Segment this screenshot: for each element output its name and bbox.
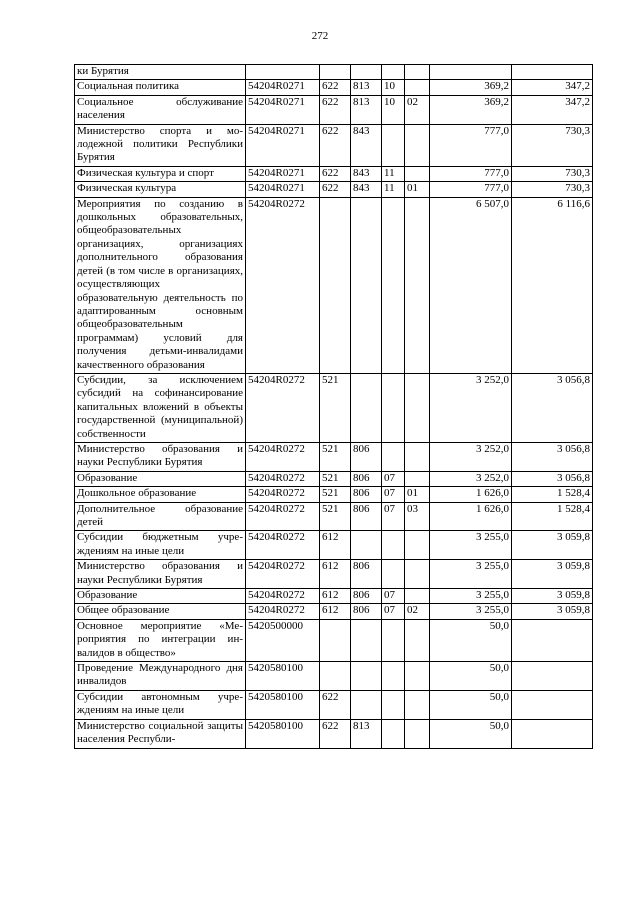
subsection-code-cell: 03 (405, 502, 430, 531)
amount-1-cell (430, 65, 512, 80)
amount-1-cell: 777,0 (430, 124, 512, 166)
expense-type-cell (320, 662, 351, 691)
item-name-cell: Проведение Международного дня инвалидов (75, 662, 246, 691)
amount-1-cell: 50,0 (430, 719, 512, 748)
table-row (75, 442, 593, 471)
expense-type-cell: 622 (320, 166, 351, 181)
target-code-cell: 54204R0272 (246, 373, 320, 442)
amount-2-cell: 1 528,4 (512, 502, 593, 531)
amount-2-cell: 3 059,8 (512, 531, 593, 560)
department-code-cell (351, 690, 382, 719)
amount-1-cell: 3 252,0 (430, 471, 512, 486)
target-code-cell: 54204R0271 (246, 124, 320, 166)
subsection-code-cell (405, 560, 430, 589)
amount-2-cell: 3 056,8 (512, 442, 593, 471)
amount-1-cell: 369,2 (430, 95, 512, 124)
section-code-cell: 10 (382, 95, 405, 124)
amount-1-cell: 1 626,0 (430, 502, 512, 531)
expense-type-cell: 622 (320, 95, 351, 124)
amount-2-cell: 3 056,8 (512, 471, 593, 486)
item-name-cell: Дошкольное образование (75, 487, 246, 502)
section-code-cell (382, 65, 405, 80)
expense-type-cell: 521 (320, 471, 351, 486)
section-code-cell (382, 442, 405, 471)
subsection-code-cell: 01 (405, 182, 430, 197)
section-code-cell (382, 719, 405, 748)
table-row (75, 604, 593, 619)
department-code-cell (351, 531, 382, 560)
item-name-cell: Министерство спорта и молодежной политики Республики Бурятия (75, 124, 246, 166)
department-code-cell: 813 (351, 719, 382, 748)
target-code-cell: 54204R0271 (246, 95, 320, 124)
amount-1-cell: 6 507,0 (430, 197, 512, 373)
expense-type-cell: 612 (320, 604, 351, 619)
target-code-cell: 54204R0272 (246, 502, 320, 531)
amount-2-cell (512, 619, 593, 661)
target-code-cell: 54204R0272 (246, 531, 320, 560)
table-row (75, 166, 593, 181)
table-row (75, 589, 593, 604)
section-code-cell (382, 197, 405, 373)
subsection-code-cell (405, 471, 430, 486)
amount-1-cell: 777,0 (430, 182, 512, 197)
department-code-cell: 806 (351, 589, 382, 604)
amount-1-cell: 50,0 (430, 690, 512, 719)
department-code-cell: 843 (351, 166, 382, 181)
department-code-cell (351, 373, 382, 442)
department-code-cell: 813 (351, 95, 382, 124)
table-row (75, 471, 593, 486)
item-name-cell: Образование (75, 471, 246, 486)
subsection-code-cell (405, 166, 430, 181)
expense-type-cell: 622 (320, 690, 351, 719)
expense-type-cell (320, 65, 351, 80)
department-code-cell: 806 (351, 487, 382, 502)
subsection-code-cell (405, 619, 430, 661)
target-code-cell: 54204R0272 (246, 442, 320, 471)
amount-2-cell: 730,3 (512, 124, 593, 166)
table-row (75, 124, 593, 166)
amount-2-cell: 6 116,6 (512, 197, 593, 373)
amount-2-cell: 3 059,8 (512, 589, 593, 604)
target-code-cell: 54204R0271 (246, 182, 320, 197)
section-code-cell: 11 (382, 182, 405, 197)
amount-1-cell: 3 255,0 (430, 560, 512, 589)
expense-type-cell: 521 (320, 442, 351, 471)
item-name-cell: Образование (75, 589, 246, 604)
amount-1-cell: 50,0 (430, 619, 512, 661)
target-code-cell: 5420580100 (246, 719, 320, 748)
amount-1-cell: 1 626,0 (430, 487, 512, 502)
section-code-cell (382, 531, 405, 560)
subsection-code-cell (405, 373, 430, 442)
subsection-code-cell (405, 690, 430, 719)
subsection-code-cell: 02 (405, 604, 430, 619)
target-code-cell: 5420500000 (246, 619, 320, 661)
item-name-cell: Субсидии автономным учреждениям на иные цели (75, 690, 246, 719)
department-code-cell: 806 (351, 560, 382, 589)
target-code-cell: 54204R0272 (246, 589, 320, 604)
item-name-cell: ки Бурятия (75, 65, 246, 80)
table-row (75, 80, 593, 95)
table-row (75, 531, 593, 560)
target-code-cell: 54204R0272 (246, 487, 320, 502)
amount-2-cell: 1 528,4 (512, 487, 593, 502)
amount-1-cell: 3 252,0 (430, 373, 512, 442)
subsection-code-cell (405, 662, 430, 691)
section-code-cell: 07 (382, 471, 405, 486)
section-code-cell: 07 (382, 589, 405, 604)
expense-type-cell: 612 (320, 589, 351, 604)
department-code-cell (351, 65, 382, 80)
expense-type-cell (320, 197, 351, 373)
amount-1-cell: 3 255,0 (430, 531, 512, 560)
section-code-cell (382, 373, 405, 442)
amount-2-cell (512, 719, 593, 748)
table-row (75, 502, 593, 531)
department-code-cell (351, 197, 382, 373)
section-code-cell (382, 690, 405, 719)
item-name-cell: Общее образование (75, 604, 246, 619)
expense-type-cell: 622 (320, 124, 351, 166)
subsection-code-cell: 02 (405, 95, 430, 124)
target-code-cell: 54204R0272 (246, 560, 320, 589)
amount-1-cell: 369,2 (430, 80, 512, 95)
amount-1-cell: 3 255,0 (430, 589, 512, 604)
item-name-cell: Физическая культура и спорт (75, 166, 246, 181)
target-code-cell: 5420580100 (246, 662, 320, 691)
table-row (75, 197, 593, 373)
target-code-cell: 54204R0271 (246, 166, 320, 181)
item-name-cell: Социальная политика (75, 80, 246, 95)
item-name-cell: Министерство образования и науки Республики Бурятия (75, 560, 246, 589)
subsection-code-cell (405, 442, 430, 471)
section-code-cell: 07 (382, 487, 405, 502)
item-name-cell: Физическая культура (75, 182, 246, 197)
amount-2-cell: 347,2 (512, 80, 593, 95)
table-row (75, 65, 593, 80)
target-code-cell (246, 65, 320, 80)
expense-type-cell: 612 (320, 560, 351, 589)
amount-1-cell: 777,0 (430, 166, 512, 181)
expense-type-cell (320, 619, 351, 661)
table-row (75, 487, 593, 502)
item-name-cell: Министерство образования и науки Республики Бурятия (75, 442, 246, 471)
subsection-code-cell (405, 197, 430, 373)
expense-type-cell: 612 (320, 531, 351, 560)
amount-2-cell: 347,2 (512, 95, 593, 124)
target-code-cell: 54204R0272 (246, 604, 320, 619)
budget-table (74, 64, 593, 749)
amount-2-cell: 3 059,8 (512, 604, 593, 619)
expense-type-cell: 521 (320, 487, 351, 502)
amount-2-cell (512, 662, 593, 691)
department-code-cell (351, 662, 382, 691)
page-number: 272 (311, 30, 329, 42)
amount-2-cell (512, 65, 593, 80)
section-code-cell (382, 619, 405, 661)
table-row (75, 719, 593, 748)
amount-2-cell: 3 056,8 (512, 373, 593, 442)
table-row (75, 560, 593, 589)
amount-2-cell: 730,3 (512, 166, 593, 181)
section-code-cell (382, 662, 405, 691)
amount-2-cell: 730,3 (512, 182, 593, 197)
table-row (75, 662, 593, 691)
item-name-cell: Дополнительное образование детей (75, 502, 246, 531)
amount-1-cell: 3 252,0 (430, 442, 512, 471)
item-name-cell: Министерство социальной защиты населения Республи- (75, 719, 246, 748)
table-row (75, 95, 593, 124)
subsection-code-cell (405, 719, 430, 748)
section-code-cell (382, 560, 405, 589)
target-code-cell: 54204R0272 (246, 471, 320, 486)
section-code-cell: 11 (382, 166, 405, 181)
expense-type-cell: 622 (320, 182, 351, 197)
target-code-cell: 5420580100 (246, 690, 320, 719)
section-code-cell: 07 (382, 604, 405, 619)
subsection-code-cell (405, 124, 430, 166)
subsection-code-cell (405, 589, 430, 604)
expense-type-cell: 622 (320, 719, 351, 748)
expense-type-cell: 622 (320, 80, 351, 95)
amount-2-cell (512, 690, 593, 719)
table-row (75, 690, 593, 719)
subsection-code-cell (405, 65, 430, 80)
department-code-cell: 843 (351, 124, 382, 166)
item-name-cell: Основное мероприятие «Мероприятия по интеграции инвалидов в общество» (75, 619, 246, 661)
subsection-code-cell (405, 531, 430, 560)
department-code-cell: 843 (351, 182, 382, 197)
table-row (75, 182, 593, 197)
target-code-cell: 54204R0272 (246, 197, 320, 373)
item-name-cell: Субсидии, за исключением субсидий на софинансирование капитальных вложений в объекты государственной (муниципальной) собственности (75, 373, 246, 442)
section-code-cell: 10 (382, 80, 405, 95)
target-code-cell: 54204R0271 (246, 80, 320, 95)
section-code-cell: 07 (382, 502, 405, 531)
amount-1-cell: 3 255,0 (430, 604, 512, 619)
amount-1-cell: 50,0 (430, 662, 512, 691)
department-code-cell: 806 (351, 502, 382, 531)
section-code-cell (382, 124, 405, 166)
table-row (75, 619, 593, 661)
item-name-cell: Социальное обслуживание населения (75, 95, 246, 124)
department-code-cell: 806 (351, 604, 382, 619)
subsection-code-cell: 01 (405, 487, 430, 502)
subsection-code-cell (405, 80, 430, 95)
expense-type-cell: 521 (320, 502, 351, 531)
department-code-cell: 806 (351, 471, 382, 486)
department-code-cell: 806 (351, 442, 382, 471)
budget-table-body (75, 65, 593, 749)
expense-type-cell: 521 (320, 373, 351, 442)
table-row (75, 373, 593, 442)
item-name-cell: Мероприятия по созданию в дошкольных образовательных, общеобразовательных организациях, организациях дополнительного образования детей (в том числе в организациях, осуществляющих образовательную деятельность по адаптированным основным общеобразовательным программам) условий для получения детьми-инвалидами качественного образования (75, 197, 246, 373)
amount-2-cell: 3 059,8 (512, 560, 593, 589)
department-code-cell (351, 619, 382, 661)
item-name-cell: Субсидии бюджетным учреждениям на иные цели (75, 531, 246, 560)
department-code-cell: 813 (351, 80, 382, 95)
